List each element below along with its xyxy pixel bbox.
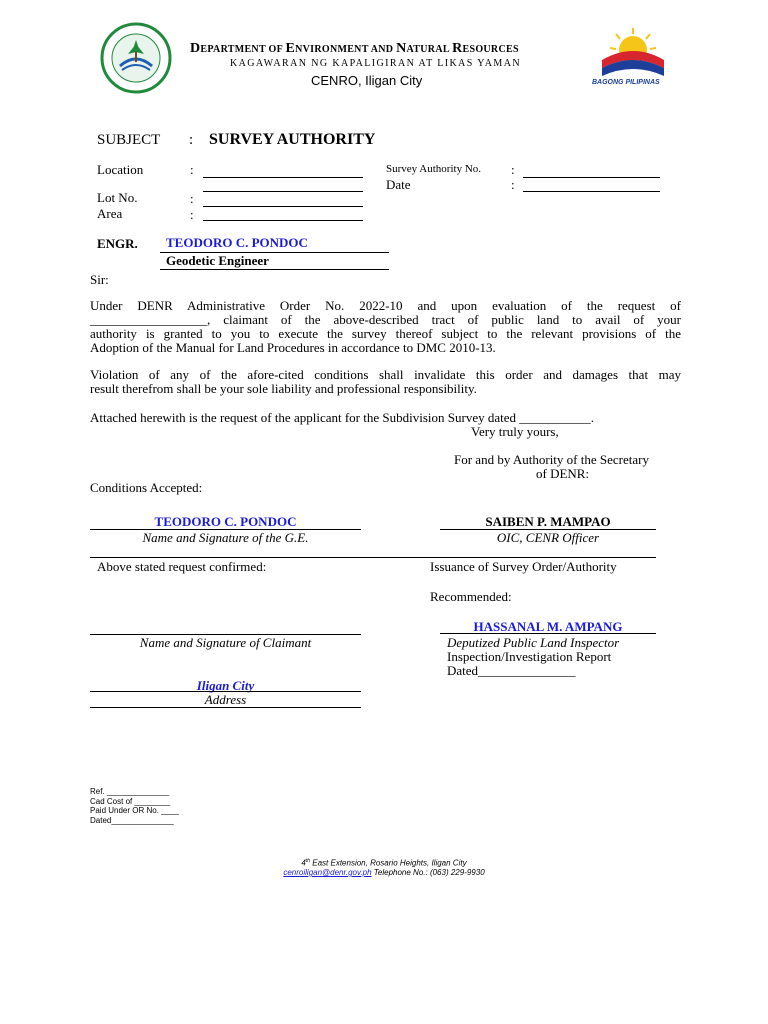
authority-line-1: For and by Authority of the Secretary [454, 452, 649, 467]
authority-line-2: of DENR: [536, 466, 590, 481]
issuance-label: Issuance of Survey Order/Authority [430, 559, 617, 574]
p1-line-2 [90, 313, 681, 327]
p1-line-4: Adoption of the Manual for Land Procedures in accordance to DMC 2010-13. [90, 340, 496, 355]
salutation: Sir: [90, 272, 109, 287]
engr-name: TEODORO C. PONDOC [166, 235, 308, 250]
oic-signature-name: SAIBEN P. MAMPAO [485, 514, 611, 529]
department-title: DEPARTMENT OF ENVIRONMENT AND NATURAL RESOURCES [190, 41, 519, 56]
p2-line-1: Violation of any of the afore-cited conditions shall invalidate this order and damages that may [90, 367, 681, 382]
date-label: Date [386, 177, 411, 192]
location-field[interactable] [203, 177, 363, 178]
address-caption: Address [204, 692, 247, 707]
inspection-report: Inspection/Investigation Report [447, 649, 612, 664]
p2-line-2: result therefrom shall be your sole liability and professional responsibility. [90, 381, 477, 396]
footer-email-link[interactable]: cenroiligan@denr.gov.ph [283, 868, 372, 877]
department-tagalog: KAGAWARAN NG KAPALIGIRAN AT LIKAS YAMAN [230, 58, 521, 69]
subject-label: SUBJECT [97, 132, 161, 148]
ref-block [90, 787, 179, 825]
lot-no-field[interactable] [203, 206, 363, 207]
paragraph-2 [90, 368, 681, 396]
claimant-blank: __________________, [90, 312, 211, 327]
bagong-pilipinas-label: BAGONG PILIPINAS [592, 79, 660, 86]
footer-telephone: Telephone No.: (063) 229-9930 [371, 868, 485, 877]
request-confirmed: Above stated request confirmed: [97, 559, 267, 574]
closing: Very truly yours, [471, 424, 559, 439]
footer-contact [0, 868, 768, 877]
engr-label: ENGR. [97, 236, 138, 251]
denr-seal [100, 22, 172, 94]
oic-signature-caption: OIC, CENR Officer [496, 530, 600, 545]
paragraph-1 [90, 299, 681, 355]
p1-line-3: authority is granted to you to execute the survey thereof subject to the relevant provisions of the [90, 326, 681, 341]
inspection-dated: Dated_______________ [447, 663, 576, 678]
ref-line: Ref. ______________ [90, 787, 170, 796]
subject-title: SURVEY AUTHORITY [209, 131, 376, 148]
area-colon: : [190, 207, 194, 222]
ref-dated-line: Dated______________ [90, 815, 174, 825]
engr-title: Geodetic Engineer [166, 253, 269, 268]
location-label: Location [97, 162, 144, 177]
separator-line [90, 557, 656, 558]
lot-no-label: Lot No. [97, 190, 138, 205]
ge-signature-caption: Name and Signature of the G.E. [142, 530, 309, 545]
inspector-name: HASSANAL M. AMPANG [473, 619, 623, 634]
bagong-pilipinas-logo [588, 22, 678, 90]
inspector-caption: Deputized Public Land Inspector [447, 635, 620, 650]
date-field[interactable] [523, 191, 660, 192]
paid-under-line: Paid Under OR No. ____ [90, 806, 179, 815]
address-bottom-line [90, 707, 361, 708]
office-name: CENRO, Iligan City [311, 73, 423, 88]
survey-authority-colon: : [511, 162, 515, 177]
survey-authority-no-field[interactable] [523, 177, 660, 178]
ge-signature-name: TEODORO C. PONDOC [154, 514, 297, 529]
date-colon: : [511, 177, 515, 192]
survey-authority-no-label: Survey Authority No. [386, 163, 482, 175]
area-label: Area [97, 206, 123, 221]
recommended-label: Recommended: [430, 589, 512, 604]
location-field-2[interactable] [203, 191, 363, 192]
subject-colon: : [189, 132, 194, 148]
p1-line-1: Under DENR Administrative Order No. 2022-10 and upon evaluation of the request of [90, 298, 681, 313]
inspector-signature-line[interactable] [440, 633, 656, 634]
conditions-accepted: Conditions Accepted: [90, 480, 203, 495]
location-colon: : [190, 162, 194, 177]
footer-address: 4th East Extension, Rosario Heights, Iligan City [301, 858, 467, 868]
cad-cost-line: Cad Cost of ________ [90, 796, 171, 806]
engr-title-line [160, 269, 389, 270]
paragraph-3: Attached herewith is the request of the applicant for the Subdivision Survey dated ___________. [90, 410, 594, 425]
lot-no-colon: : [190, 191, 194, 206]
address-value: Iligan City [196, 678, 255, 693]
area-field[interactable] [203, 220, 363, 221]
p1-line-2-text: claimant of the above-described tract of public land to avail of your [210, 312, 681, 327]
claimant-signature-caption: Name and Signature of Claimant [139, 635, 312, 650]
